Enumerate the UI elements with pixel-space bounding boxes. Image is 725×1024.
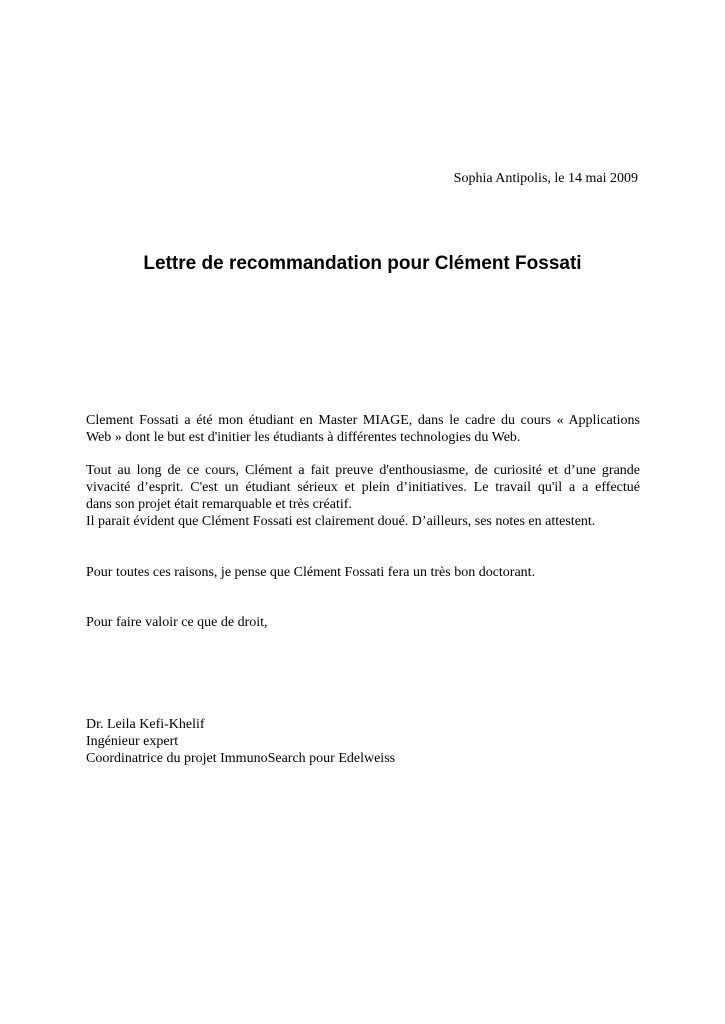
signature-affiliation: Coordinatrice du projet ImmunoSearch pour Edelweiss bbox=[86, 751, 396, 766]
letter-date: Sophia Antipolis, le 14 mai 2009 bbox=[453, 171, 638, 186]
paragraph-intro-line-1: Clement Fossati a été mon étudiant en Master MIAGE, dans le cadre du cours « Applications bbox=[86, 413, 640, 428]
paragraph-conclusion-text: Pour toutes ces raisons, je pense que Clément Fossati fera un très bon doctorant. bbox=[86, 565, 536, 580]
paragraph-conclusion bbox=[86, 564, 640, 581]
signature-name: Dr. Leila Kefi-Khelif bbox=[86, 717, 205, 732]
paragraph-qualities-line-4: Il parait évident que Clément Fossati est clairement doué. D’ailleurs, ses notes en attestent. bbox=[86, 514, 596, 529]
letter-title: Lettre de recommandation pour Clément Fossati bbox=[143, 253, 582, 274]
closing-formula bbox=[86, 614, 640, 631]
paragraph-qualities-line-2: vivacité d’esprit. C'est un étudiant sérieux et plein d’initiatives. Le travail qu'il a a effectué bbox=[86, 480, 640, 495]
paragraph-intro-line-2: Web » dont le but est d'initier les étudiants à différentes technologies du Web. bbox=[86, 430, 521, 445]
paragraph-qualities bbox=[86, 462, 640, 530]
closing-formula-text: Pour faire valoir ce que de droit, bbox=[86, 615, 268, 630]
signature-role: Ingénieur expert bbox=[86, 734, 179, 749]
signature-block bbox=[86, 716, 640, 767]
paragraph-qualities-line-1: Tout au long de ce cours, Clément a fait preuve d'enthousiasme, de curiosité et d’une grande bbox=[86, 463, 640, 478]
paragraph-qualities-line-3: dans son projet était remarquable et très créatif. bbox=[86, 497, 352, 512]
paragraph-intro bbox=[86, 412, 640, 446]
